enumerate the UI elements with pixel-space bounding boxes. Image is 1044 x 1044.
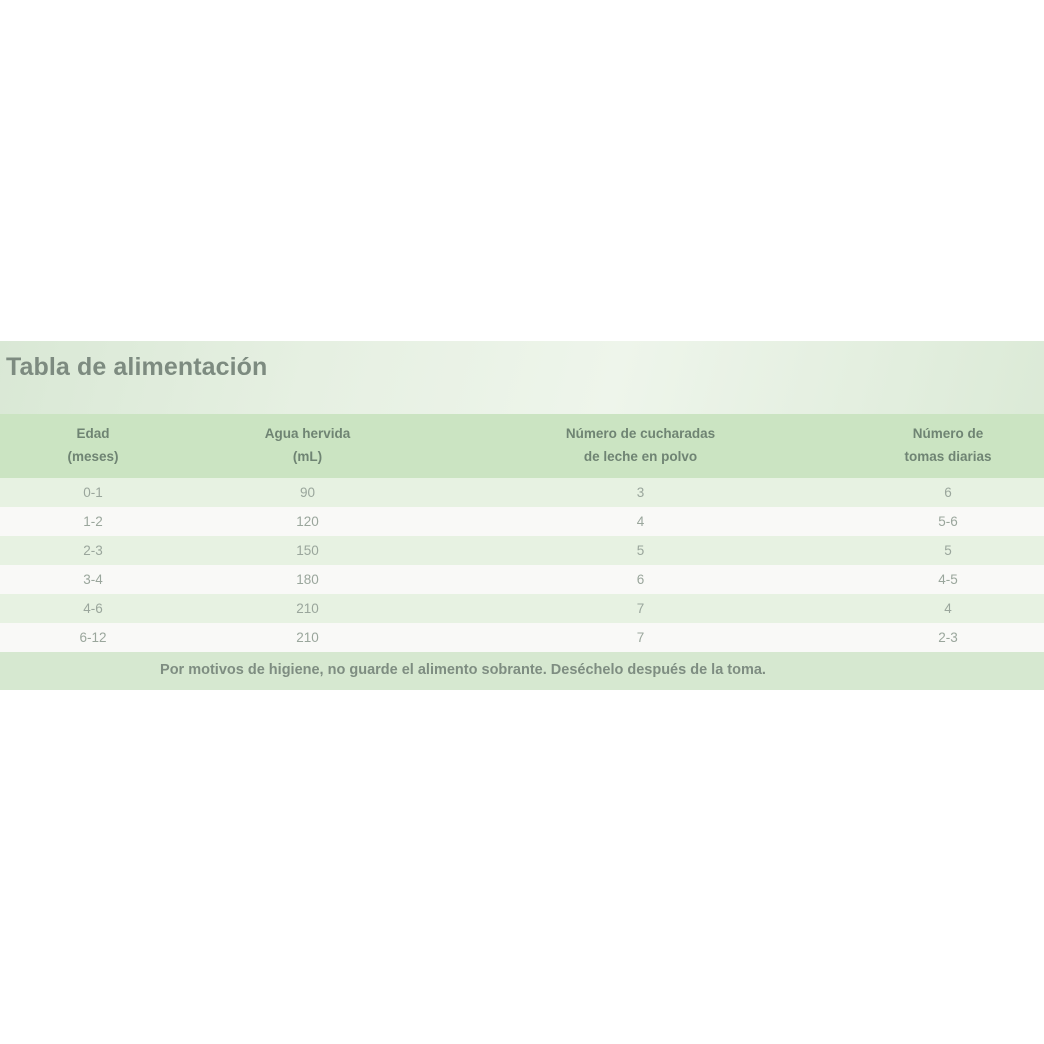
cell-agua: 210 <box>186 594 429 623</box>
title-spacer <box>0 382 1044 414</box>
cell-tomas: 5-6 <box>852 507 1044 536</box>
column-header-cucharadas-line2: de leche en polvo <box>583 448 698 464</box>
cell-agua: 90 <box>186 478 429 507</box>
feeding-table <box>0 414 1044 652</box>
cell-tomas: 2-3 <box>852 623 1044 652</box>
cell-cucharadas: 3 <box>429 478 852 507</box>
hygiene-note-text: Por motivos de higiene, no guarde el alimento sobrante. Deséchelo después de la toma. <box>160 662 766 679</box>
cell-edad: 0-1 <box>0 478 186 507</box>
column-header-agua-line1: Agua hervida <box>264 426 351 441</box>
cell-cucharadas: 7 <box>429 594 852 623</box>
column-header-edad-line2: (meses) <box>67 448 119 464</box>
column-header-tomas <box>852 414 1044 478</box>
column-header-agua <box>186 414 429 478</box>
column-header-edad <box>0 414 186 478</box>
column-header-agua-line2: (mL) <box>292 448 323 464</box>
cell-edad: 3-4 <box>0 565 186 594</box>
column-header-cucharadas-line1: Número de cucharadas <box>565 426 716 441</box>
page-title: Tabla de alimentación <box>6 353 268 381</box>
table-row <box>0 536 1044 565</box>
table-header <box>0 414 1044 478</box>
table-body <box>0 478 1044 652</box>
cell-edad: 2-3 <box>0 536 186 565</box>
column-header-tomas-line2: tomas diarias <box>904 448 992 464</box>
cell-tomas: 5 <box>852 536 1044 565</box>
cell-cucharadas: 6 <box>429 565 852 594</box>
cell-tomas: 4-5 <box>852 565 1044 594</box>
cell-agua: 210 <box>186 623 429 652</box>
cell-agua: 120 <box>186 507 429 536</box>
table-row <box>0 565 1044 594</box>
column-header-cucharadas <box>429 414 852 478</box>
table-header-row <box>0 414 1044 478</box>
column-header-tomas-line1: Número de <box>912 426 984 441</box>
table-row <box>0 478 1044 507</box>
cell-tomas: 4 <box>852 594 1044 623</box>
cell-edad: 6-12 <box>0 623 186 652</box>
table-row <box>0 623 1044 652</box>
cell-cucharadas: 4 <box>429 507 852 536</box>
table-row <box>0 594 1044 623</box>
column-header-edad-line1: Edad <box>76 426 110 441</box>
cell-edad: 4-6 <box>0 594 186 623</box>
cell-cucharadas: 5 <box>429 536 852 565</box>
cell-agua: 180 <box>186 565 429 594</box>
cell-edad: 1-2 <box>0 507 186 536</box>
feeding-table-panel <box>0 341 1044 690</box>
cell-cucharadas: 7 <box>429 623 852 652</box>
hygiene-note <box>0 652 1044 690</box>
cell-agua: 150 <box>186 536 429 565</box>
cell-tomas: 6 <box>852 478 1044 507</box>
table-row <box>0 507 1044 536</box>
